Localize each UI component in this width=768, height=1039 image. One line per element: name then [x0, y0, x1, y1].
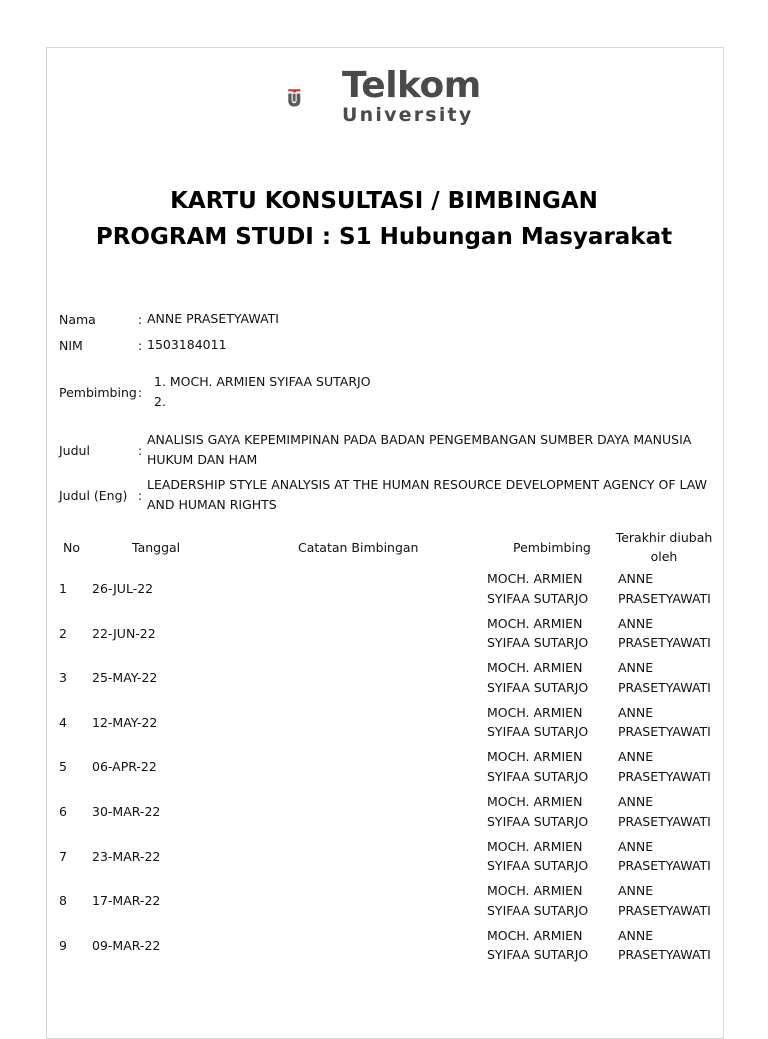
- header-tanggal: Tanggal: [132, 540, 181, 555]
- row-date: 09-MAR-22: [92, 937, 161, 953]
- logo-wordmark: [342, 66, 481, 126]
- row-last-modified-line: ANNE: [618, 838, 654, 854]
- table-row: [0, 703, 768, 747]
- row-last-modified-line: ANNE: [618, 883, 654, 899]
- judul-eng-line1: LEADERSHIP STYLE ANALYSIS AT THE HUMAN RESOURCE DEVELOPMENT AGENCY OF LAW: [147, 477, 707, 492]
- row-no: 1: [59, 581, 67, 596]
- table-row: [0, 658, 768, 702]
- logo-brand: Telkom: [342, 65, 481, 106]
- row-date: 26-JUL-22: [92, 581, 154, 596]
- table-row: [0, 881, 768, 925]
- row-no: 5: [59, 759, 67, 775]
- row-pembimbing-line: MOCH. ARMIEN: [487, 704, 583, 720]
- row-last-modified-by: [618, 703, 711, 742]
- row-pembimbing: [487, 881, 588, 920]
- nama-value: ANNE PRASETYAWATI: [147, 311, 279, 326]
- row-date: 17-MAR-22: [92, 893, 161, 909]
- pembimbing-1: 1. MOCH. ARMIEN SYIFAA SUTARJO: [154, 374, 371, 389]
- judul-line2: HUKUM DAN HAM: [147, 452, 258, 467]
- row-pembimbing: [487, 837, 588, 876]
- judul-eng-label: Judul (Eng): [59, 488, 128, 503]
- row-pembimbing-line: SYIFAA SUTARJO: [487, 724, 589, 740]
- row-last-modified-line: PRASETYAWATI: [618, 947, 711, 963]
- logo-red-mark: [288, 89, 300, 93]
- row-last-modified-line: PRASETYAWATI: [618, 768, 711, 784]
- row-last-modified-line: ANNE: [618, 927, 654, 943]
- row-pembimbing-line: SYIFAA SUTARJO: [487, 902, 589, 918]
- table-row: [0, 792, 768, 836]
- row-pembimbing-line: MOCH. ARMIEN: [487, 794, 583, 809]
- judul-eng-line2: AND HUMAN RIGHTS: [147, 497, 277, 512]
- row-last-modified-by: [618, 614, 711, 653]
- nim-value: 1503184011: [147, 337, 227, 352]
- row-pembimbing-line: MOCH. ARMIEN: [487, 838, 583, 854]
- row-last-modified-by: [618, 837, 711, 876]
- row-last-modified-line: PRASETYAWATI: [618, 724, 711, 740]
- row-last-modified-line: PRASETYAWATI: [618, 902, 711, 918]
- row-last-modified-line: ANNE: [618, 794, 654, 809]
- row-no: 8: [59, 893, 67, 909]
- row-last-modified-line: ANNE: [618, 571, 654, 586]
- row-pembimbing: [487, 658, 588, 697]
- row-pembimbing-line: MOCH. ARMIEN: [487, 749, 583, 765]
- judul-line1: ANALISIS GAYA KEPEMIMPINAN PADA BADAN PENGEMBANGAN SUMBER DAYA MANUSIA: [147, 432, 692, 447]
- row-pembimbing-line: MOCH. ARMIEN: [487, 660, 583, 676]
- row-pembimbing: [487, 614, 588, 653]
- header-terakhir-line1: Terakhir diubah: [615, 530, 713, 545]
- row-no: 3: [59, 670, 67, 686]
- row-no: 4: [59, 714, 67, 730]
- page-title: KARTU KONSULTASI / BIMBINGAN: [170, 188, 598, 214]
- table-row: [0, 926, 768, 970]
- row-pembimbing-line: MOCH. ARMIEN: [487, 883, 583, 899]
- row-pembimbing-line: SYIFAA SUTARJO: [487, 590, 589, 606]
- pembimbing-2: 2.: [154, 394, 166, 409]
- row-last-modified-line: PRASETYAWATI: [618, 679, 711, 695]
- row-last-modified-line: ANNE: [618, 749, 654, 765]
- header-terakhir-line2: oleh: [650, 549, 678, 564]
- row-last-modified-line: PRASETYAWATI: [618, 635, 711, 651]
- table-row: [0, 747, 768, 791]
- table-row: [0, 837, 768, 881]
- row-pembimbing: [487, 926, 588, 965]
- row-date: 22-JUN-22: [92, 625, 156, 641]
- row-last-modified-by: [618, 569, 711, 608]
- row-pembimbing-line: SYIFAA SUTARJO: [487, 858, 589, 874]
- row-no: 6: [59, 804, 67, 819]
- row-last-modified-by: [618, 747, 711, 786]
- nim-colon: :: [138, 338, 143, 353]
- row-no: 9: [59, 937, 67, 953]
- table-row: [0, 614, 768, 658]
- row-date: 06-APR-22: [92, 759, 157, 775]
- row-no: 2: [59, 625, 67, 641]
- row-pembimbing: [487, 747, 588, 786]
- row-last-modified-by: [618, 926, 711, 965]
- row-last-modified-by: [618, 792, 711, 831]
- header-catatan: Catatan Bimbingan: [298, 540, 419, 555]
- judul-colon: :: [138, 443, 143, 458]
- table-row: [0, 569, 768, 613]
- nama-colon: :: [138, 312, 143, 327]
- row-date: 25-MAY-22: [92, 670, 158, 686]
- row-last-modified-line: ANNE: [618, 615, 654, 631]
- row-pembimbing: [487, 703, 588, 742]
- row-date: 12-MAY-22: [92, 714, 158, 730]
- judul-eng-colon: :: [138, 488, 143, 503]
- row-pembimbing-line: SYIFAA SUTARJO: [487, 635, 589, 651]
- header-pembimbing: Pembimbing: [513, 540, 591, 555]
- row-last-modified-line: PRASETYAWATI: [618, 858, 711, 874]
- judul-label: Judul: [59, 443, 90, 458]
- pembimbing-colon: :: [138, 385, 143, 400]
- row-last-modified-by: [618, 881, 711, 920]
- row-no: 7: [59, 848, 67, 864]
- logo-sub: University: [342, 104, 474, 126]
- row-last-modified-line: PRASETYAWATI: [618, 813, 711, 829]
- row-last-modified-line: ANNE: [618, 704, 654, 720]
- row-pembimbing-line: MOCH. ARMIEN: [487, 615, 583, 631]
- header-terakhir: [612, 528, 716, 566]
- program-title: PROGRAM STUDI : S1 Hubungan Masyarakat: [95, 224, 673, 250]
- pembimbing-label: Pembimbing: [59, 385, 137, 400]
- row-last-modified-line: PRASETYAWATI: [618, 590, 711, 606]
- row-date: 23-MAR-22: [92, 848, 161, 864]
- row-pembimbing-line: MOCH. ARMIEN: [487, 927, 583, 943]
- row-pembimbing: [487, 792, 588, 831]
- row-last-modified-line: ANNE: [618, 660, 654, 676]
- row-date: 30-MAR-22: [92, 804, 161, 819]
- row-pembimbing-line: MOCH. ARMIEN: [487, 571, 583, 586]
- row-pembimbing-line: SYIFAA SUTARJO: [487, 947, 589, 963]
- telkom-university-logo-icon: [288, 66, 344, 132]
- logo-center-bar: [293, 94, 296, 102]
- row-pembimbing-line: SYIFAA SUTARJO: [487, 813, 589, 829]
- nama-label: Nama: [59, 312, 96, 327]
- row-pembimbing: [487, 569, 588, 608]
- nim-label: NIM: [59, 338, 83, 353]
- header-no: No: [63, 540, 80, 555]
- row-pembimbing-line: SYIFAA SUTARJO: [487, 768, 589, 784]
- row-pembimbing-line: SYIFAA SUTARJO: [487, 679, 589, 695]
- row-last-modified-by: [618, 658, 711, 697]
